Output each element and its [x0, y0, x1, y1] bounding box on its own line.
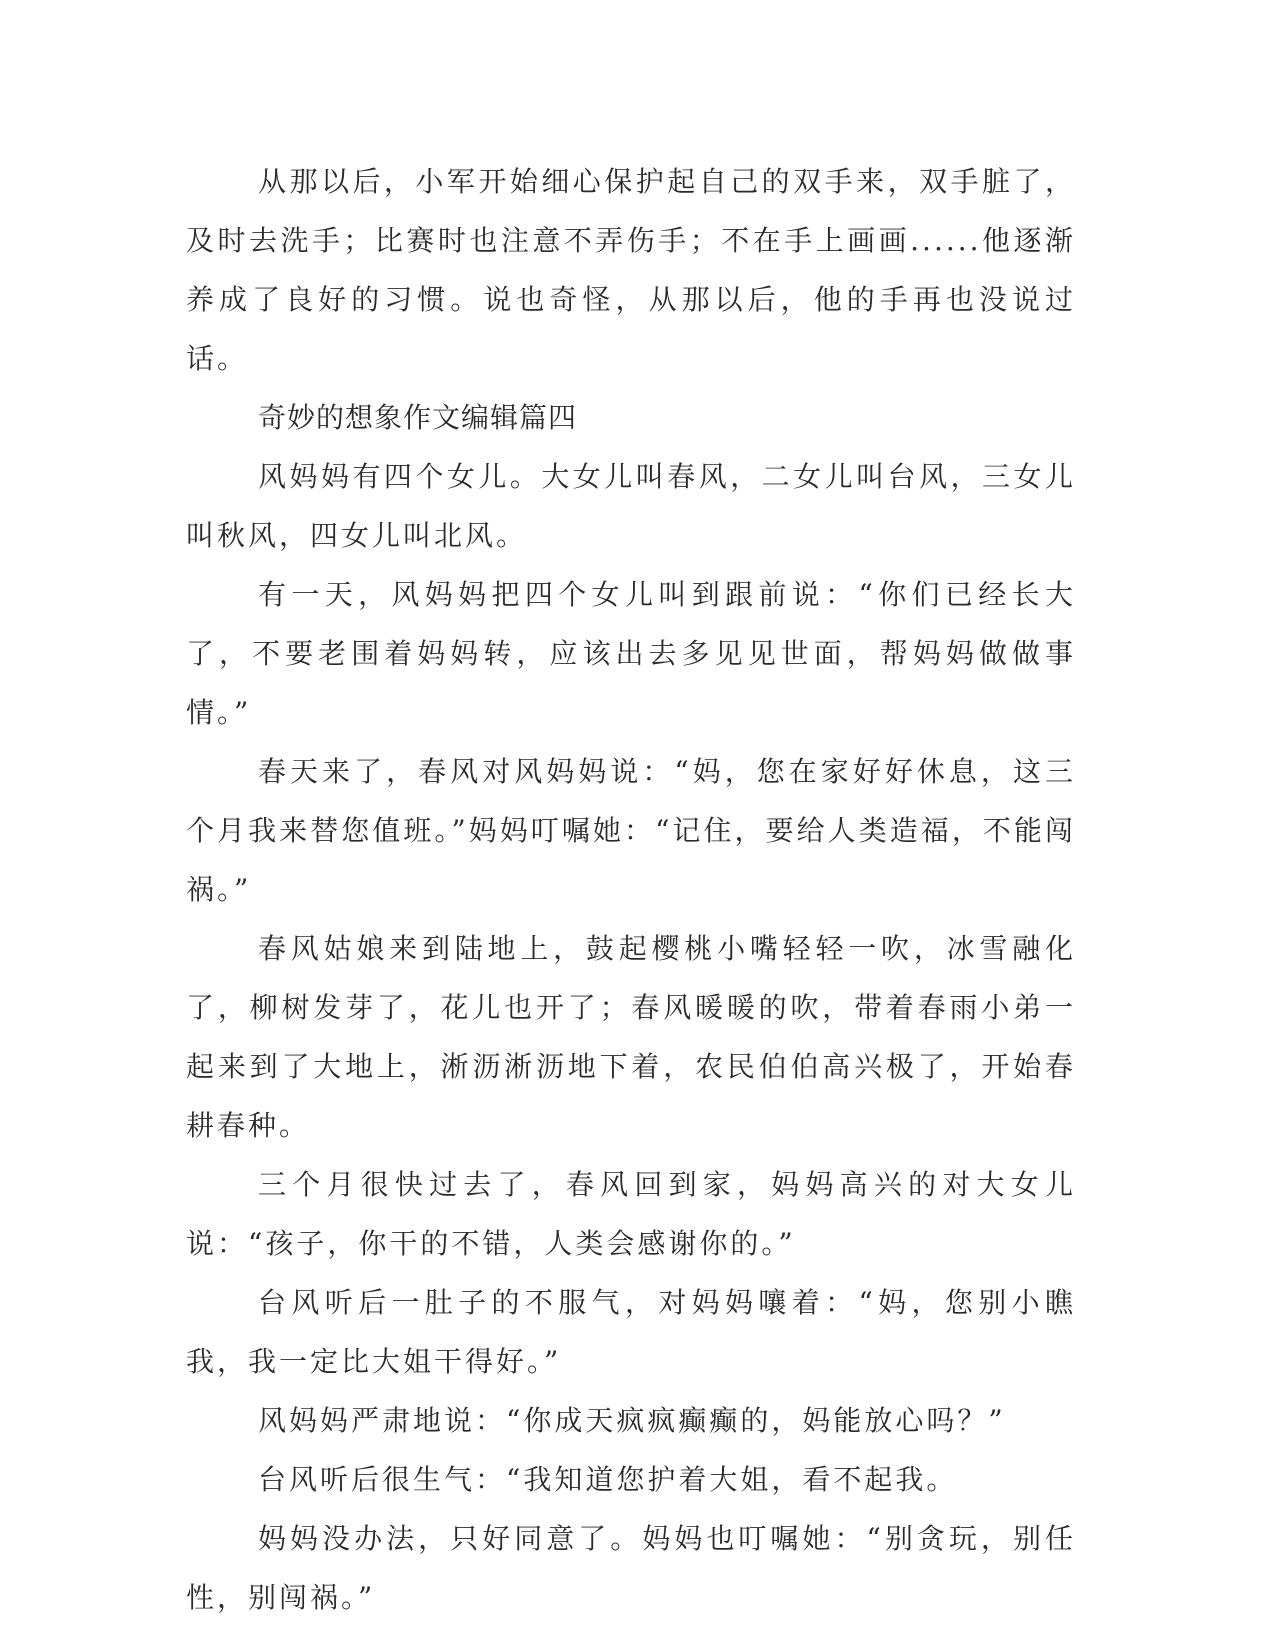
paragraph: 风妈妈严肃地说：“你成天疯疯癫癫的，妈能放心吗？”: [258, 1404, 1006, 1437]
paragraph: 三个月很快过去了，春风回到家，妈妈高兴的对大女儿说：“孩子，你干的不错，人类会感谢你的。”: [186, 1168, 1076, 1260]
paragraph: 台风听后很生气：“我知道您护着大姐，看不起我。: [258, 1463, 958, 1496]
section-heading: 奇妙的想象作文编辑篇四: [258, 401, 578, 434]
document-body: [186, 152, 1076, 1627]
paragraph: 风妈妈有四个女儿。大女儿叫春风，二女儿叫台风，三女儿叫秋风，四女儿叫北风。: [186, 460, 1076, 552]
paragraph: 妈妈没办法，只好同意了。妈妈也叮嘱她：“别贪玩，别任性，别闯祸。”: [186, 1522, 1076, 1614]
paragraph: 春风姑娘来到陆地上，鼓起樱桃小嘴轻轻一吹，冰雪融化了，柳树发芽了，花儿也开了；春风暖暖的吹，带着春雨小弟一起来到了大地上，淅沥淅沥地下着，农民伯伯高兴极了，开始春耕春种。: [186, 932, 1076, 1142]
paragraph: 台风听后一肚子的不服气，对妈妈嚷着：“妈，您别小瞧我，我一定比大姐干得好。”: [186, 1286, 1076, 1378]
paragraph: 春天来了，春风对风妈妈说：“妈，您在家好好休息，这三个月我来替您值班。”妈妈叮嘱她：“记住，要给人类造福，不能闯祸。”: [186, 755, 1076, 906]
paragraph: 从那以后，小军开始细心保护起自己的双手来，双手脏了，及时去洗手；比赛时也注意不弄伤手；不在手上画画......他逐渐养成了良好的习惯。说也奇怪，从那以后，他的手再也没说过话。: [186, 165, 1076, 375]
paragraph: 有一天，风妈妈把四个女儿叫到跟前说：“你们已经长大了，不要老围着妈妈转，应该出去多见见世面，帮妈妈做做事情。”: [186, 578, 1076, 729]
